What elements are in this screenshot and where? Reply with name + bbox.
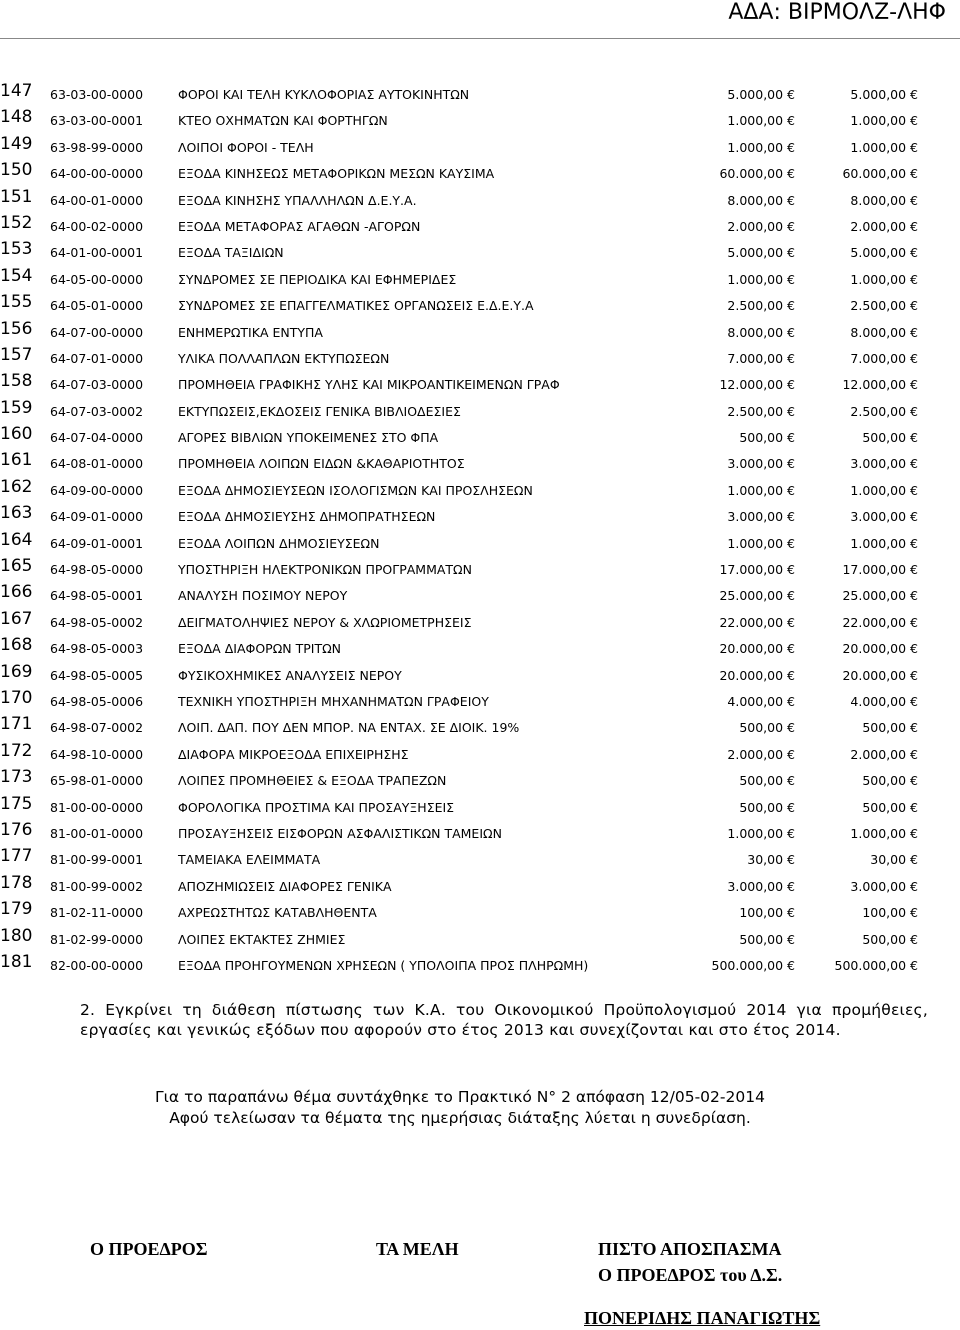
budget-amount: 100,00 € xyxy=(739,905,795,921)
account-description: ΕΞΟΔΑ ΚΙΝΗΣΗΣ ΥΠΑΛΛΗΛΩΝ Δ.Ε.Υ.Α. xyxy=(178,192,417,208)
row-number: 151 xyxy=(0,186,33,207)
table-row xyxy=(0,266,960,292)
approved-amount: 4.000,00 € xyxy=(850,693,918,709)
row-number: 159 xyxy=(0,397,33,418)
budget-amount: 4.000,00 € xyxy=(727,693,795,709)
account-description: ΥΠΟΣΤΗΡΙΞΗ ΗΛΕΚΤΡΟΝΙΚΩΝ ΠΡΟΓΡΑΜΜΑΤΩΝ xyxy=(178,562,472,578)
account-description: ΤΑΜΕΙΑΚΑ ΕΛΕΙΜΜΑΤΑ xyxy=(178,852,321,868)
approved-amount: 500,00 € xyxy=(862,799,918,815)
account-code: 64-98-05-0000 xyxy=(50,562,144,578)
budget-amount: 500,00 € xyxy=(739,430,795,446)
approved-amount: 100,00 € xyxy=(862,905,918,921)
budget-amount: 1.000,00 € xyxy=(727,535,795,551)
table-row xyxy=(0,107,960,133)
table-row xyxy=(0,319,960,345)
approved-amount: 17.000,00 € xyxy=(842,562,918,578)
approved-amount: 8.000,00 € xyxy=(850,324,918,340)
account-code: 63-98-99-0000 xyxy=(50,139,144,155)
budget-amount: 500,00 € xyxy=(739,799,795,815)
budget-amount: 2.500,00 € xyxy=(727,403,795,419)
approved-amount: 2.000,00 € xyxy=(850,218,918,234)
approved-amount: 1.000,00 € xyxy=(850,139,918,155)
budget-amount: 3.000,00 € xyxy=(727,878,795,894)
approved-amount: 2.500,00 € xyxy=(850,403,918,419)
account-description: ΕΞΟΔΑ ΔΗΜΟΣΙΕΥΣΗΣ ΔΗΜΟΠΡΑΤΗΣΕΩΝ xyxy=(178,509,436,525)
account-code: 64-09-01-0000 xyxy=(50,509,144,525)
budget-amount: 5.000,00 € xyxy=(727,245,795,261)
table-row xyxy=(0,873,960,899)
account-description: ΑΓΟΡΕΣ ΒΙΒΛΙΩΝ ΥΠΟΚΕΙΜΕΝΕΣ ΣΤΟ ΦΠΑ xyxy=(178,430,439,446)
table-row xyxy=(0,741,960,767)
budget-amount: 30,00 € xyxy=(747,852,795,868)
account-description: ΚΤΕΟ ΟΧΗΜΑΤΩΝ ΚΑΙ ΦΟΡΤΗΓΩΝ xyxy=(178,113,388,129)
budget-amount: 17.000,00 € xyxy=(719,562,795,578)
account-code: 64-05-00-0000 xyxy=(50,271,144,287)
decision-paragraph: 2. Εγκρίνει τη διάθεση πίστωσης των Κ.Α. του Οικονομικού Προϋπολογισμού 2014 για προμήθειες, εργασίες και γενικώς εξόδων που αφορούν στο έτος 2013 και συνεχίζονται και στο έτος 2014. xyxy=(80,1001,928,1039)
ada-code: ΑΔΑ: ΒΙΡΜΟΛΖ-ΛΗΦ xyxy=(728,0,946,25)
account-code: 64-07-03-0002 xyxy=(50,403,144,419)
row-number: 157 xyxy=(0,344,33,365)
table-row xyxy=(0,81,960,107)
table-row xyxy=(0,556,960,582)
table-row xyxy=(0,688,960,714)
approved-amount: 60.000,00 € xyxy=(842,166,918,182)
account-code: 64-00-02-0000 xyxy=(50,218,144,234)
account-code: 64-98-05-0001 xyxy=(50,588,144,604)
account-description: ΑΠΟΖΗΜΙΩΣΕΙΣ ΔΙΑΦΟΡΕΣ ΓΕΝΙΚΑ xyxy=(178,878,392,894)
budget-amount: 20.000,00 € xyxy=(719,667,795,683)
row-number: 163 xyxy=(0,503,33,524)
account-code: 63-03-00-0000 xyxy=(50,87,144,102)
approved-amount: 3.000,00 € xyxy=(850,456,918,472)
row-number: 181 xyxy=(0,951,33,972)
row-number: 155 xyxy=(0,292,33,313)
account-description: ΕΞΟΔΑ ΚΙΝΗΣΕΩΣ ΜΕΤΑΦΟΡΙΚΩΝ ΜΕΣΩΝ ΚΑΥΣΙΜΑ xyxy=(178,166,495,182)
approved-amount: 1.000,00 € xyxy=(850,482,918,498)
header-divider xyxy=(0,38,960,39)
account-description: ΛΟΙΠΕΣ ΠΡΟΜΗΘΕΙΕΣ & ΕΞΟΔΑ ΤΡΑΠΕΖΩΝ xyxy=(178,773,447,789)
table-row xyxy=(0,371,960,397)
row-number: 150 xyxy=(0,160,33,181)
row-number: 170 xyxy=(0,687,33,708)
row-number: 154 xyxy=(0,265,33,286)
board-president-title: Ο ΠΡΟΕΔΡΟΣ του Δ.Σ. xyxy=(598,1265,783,1285)
account-description: ΦΟΡΟΙ ΚΑΙ ΤΕΛΗ ΚΥΚΛΟΦΟΡΙΑΣ ΑΥΤΟΚΙΝΗΤΩΝ xyxy=(178,87,470,102)
account-code: 81-02-11-0000 xyxy=(50,905,144,921)
account-code: 64-98-10-0000 xyxy=(50,746,144,762)
true-copy-title: ΠΙΣΤΟ ΑΠΟΣΠΑΣΜΑ xyxy=(598,1239,782,1259)
row-number: 175 xyxy=(0,793,33,814)
account-description: ΔΙΑΦΟΡΑ ΜΙΚΡΟΕΞΟΔΑ ΕΠΙΧΕΙΡΗΣΗΣ xyxy=(178,746,409,762)
budget-amount: 3.000,00 € xyxy=(727,509,795,525)
table-row xyxy=(0,899,960,925)
account-code: 63-03-00-0001 xyxy=(50,113,144,129)
budget-amount: 8.000,00 € xyxy=(727,324,795,340)
row-number: 148 xyxy=(0,107,33,128)
account-description: ΠΡΟΣΑΥΞΗΣΕΙΣ ΕΙΣΦΟΡΩΝ ΑΣΦΑΛΙΣΤΙΚΩΝ ΤΑΜΕΙΩΝ xyxy=(178,825,502,841)
account-description: ΕΞΟΔΑ ΠΡΟΗΓΟΥΜΕΝΩΝ ΧΡΗΣΕΩΝ ( ΥΠΟΛΟΙΠΑ ΠΡΟΣ ΠΛΗΡΩΜΗ) xyxy=(178,957,589,973)
account-description: ΦΟΡΟΛΟΓΙΚΑ ΠΡΟΣΤΙΜΑ ΚΑΙ ΠΡΟΣΑΥΞΗΣΕΙΣ xyxy=(178,799,455,815)
account-code: 64-07-03-0000 xyxy=(50,377,144,393)
row-number: 160 xyxy=(0,424,33,445)
row-number: 176 xyxy=(0,819,33,840)
account-code: 64-00-00-0000 xyxy=(50,166,144,182)
account-code: 64-07-01-0000 xyxy=(50,350,144,366)
row-number: 147 xyxy=(0,81,33,101)
account-description: ΦΥΣΙΚΟΧΗΜΙΚΕΣ ΑΝΑΛΥΣΕΙΣ ΝΕΡΟΥ xyxy=(178,667,402,683)
account-description: ΤΕΧΝΙΚΗ ΥΠΟΣΤΗΡΙΞΗ ΜΗΧΑΝΗΜΑΤΩΝ ΓΡΑΦΕΙΟΥ xyxy=(178,693,489,709)
account-description: ΕΞΟΔΑ ΜΕΤΑΦΟΡΑΣ ΑΓΑΘΩΝ -ΑΓΟΡΩΝ xyxy=(178,218,421,234)
approved-amount: 8.000,00 € xyxy=(850,192,918,208)
table-row xyxy=(0,239,960,265)
approved-amount: 12.000,00 € xyxy=(842,377,918,393)
row-number: 177 xyxy=(0,846,33,867)
budget-amount: 3.000,00 € xyxy=(727,456,795,472)
account-description: ΛΟΙΠΟΙ ΦΟΡΟΙ - ΤΕΛΗ xyxy=(178,139,314,155)
account-code: 64-98-05-0003 xyxy=(50,641,144,657)
account-code: 64-09-00-0000 xyxy=(50,482,144,498)
table-row xyxy=(0,450,960,476)
table-row xyxy=(0,952,960,978)
budget-amount: 500,00 € xyxy=(739,720,795,736)
table-row xyxy=(0,767,960,793)
table-row xyxy=(0,530,960,556)
budget-amount: 8.000,00 € xyxy=(727,192,795,208)
table-row xyxy=(0,345,960,371)
approved-amount: 7.000,00 € xyxy=(850,350,918,366)
account-code: 64-98-07-0002 xyxy=(50,720,144,736)
budget-amount: 2.500,00 € xyxy=(727,298,795,314)
approved-amount: 2.500,00 € xyxy=(850,298,918,314)
row-number: 179 xyxy=(0,899,33,920)
account-description: ΣΥΝΔΡΟΜΕΣ ΣΕ ΕΠΑΓΓΕΛΜΑΤΙΚΕΣ ΟΡΓΑΝΩΣΕΙΣ Ε.Δ.Ε.Υ.Α xyxy=(178,298,534,314)
session-closed-note: Αφού τελείωσαν τα θέματα της ημερήσιας διάταξης λύεται η συνεδρίαση. xyxy=(169,1109,751,1127)
approved-amount: 500.000,00 € xyxy=(834,957,918,973)
budget-amount: 500,00 € xyxy=(739,931,795,947)
table-row xyxy=(0,794,960,820)
budget-amount: 500.000,00 € xyxy=(711,957,795,973)
approved-amount: 500,00 € xyxy=(862,773,918,789)
table-row xyxy=(0,134,960,160)
budget-amount: 20.000,00 € xyxy=(719,641,795,657)
account-description: ΠΡΟΜΗΘΕΙΑ ΓΡΑΦΙΚΗΣ ΥΛΗΣ ΚΑΙ ΜΙΚΡΟΑΝΤΙΚΕΙΜΕΝΩΝ ΓΡΑΦ xyxy=(178,377,560,393)
approved-amount: 500,00 € xyxy=(862,931,918,947)
signatory-name: ΠΟΝΕΡΙΔΗΣ ΠΑΝΑΓΙΩΤΗΣ xyxy=(584,1308,821,1328)
approved-amount: 5.000,00 € xyxy=(850,245,918,261)
budget-amount: 500,00 € xyxy=(739,773,795,789)
president-signature: Ο ΠΡΟΕΔΡΟΣ xyxy=(90,1239,208,1259)
table-row xyxy=(0,662,960,688)
account-code: 65-98-01-0000 xyxy=(50,773,144,789)
row-number: 167 xyxy=(0,608,33,629)
row-number: 156 xyxy=(0,318,33,339)
row-number: 162 xyxy=(0,476,33,497)
row-number: 152 xyxy=(0,212,33,233)
budget-amount: 2.000,00 € xyxy=(727,746,795,762)
table-row xyxy=(0,477,960,503)
table-row xyxy=(0,398,960,424)
table-row xyxy=(0,820,960,846)
table-row xyxy=(0,213,960,239)
approved-amount: 20.000,00 € xyxy=(842,641,918,657)
budget-amount: 1.000,00 € xyxy=(727,139,795,155)
approved-amount: 1.000,00 € xyxy=(850,271,918,287)
account-code: 81-00-01-0000 xyxy=(50,825,144,841)
row-number: 153 xyxy=(0,239,33,260)
table-row xyxy=(0,926,960,952)
account-code: 64-98-05-0005 xyxy=(50,667,144,683)
account-description: ΕΞΟΔΑ ΤΑΞΙΔΙΩΝ xyxy=(178,245,284,261)
account-code: 81-00-00-0000 xyxy=(50,799,144,815)
budget-amount: 2.000,00 € xyxy=(727,218,795,234)
approved-amount: 5.000,00 € xyxy=(850,87,918,102)
budget-amount: 22.000,00 € xyxy=(719,614,795,630)
table-row xyxy=(0,635,960,661)
approved-amount: 3.000,00 € xyxy=(850,878,918,894)
table-row xyxy=(0,582,960,608)
budget-amount: 1.000,00 € xyxy=(727,482,795,498)
row-number: 173 xyxy=(0,767,33,788)
account-description: ΔΕΙΓΜΑΤΟΛΗΨΙΕΣ ΝΕΡΟΥ & ΧΛΩΡΙΟΜΕΤΡΗΣΕΙΣ xyxy=(178,614,472,630)
approved-amount: 2.000,00 € xyxy=(850,746,918,762)
account-code: 64-05-01-0000 xyxy=(50,298,144,314)
row-number: 165 xyxy=(0,556,33,577)
row-number: 149 xyxy=(0,133,33,154)
row-number: 166 xyxy=(0,582,33,603)
table-row xyxy=(0,503,960,529)
budget-table xyxy=(0,81,960,978)
approved-amount: 1.000,00 € xyxy=(850,113,918,129)
account-code: 64-98-05-0002 xyxy=(50,614,144,630)
table-row xyxy=(0,846,960,872)
account-description: ΕΝΗΜΕΡΩΤΙΚΑ ΕΝΤΥΠΑ xyxy=(178,324,323,340)
budget-amount: 5.000,00 € xyxy=(727,87,795,102)
account-code: 81-02-99-0000 xyxy=(50,931,144,947)
table-row xyxy=(0,714,960,740)
approved-amount: 20.000,00 € xyxy=(842,667,918,683)
account-description: ΕΞΟΔΑ ΔΙΑΦΟΡΩΝ ΤΡΙΤΩΝ xyxy=(178,641,341,657)
account-code: 81-00-99-0002 xyxy=(50,878,144,894)
approved-amount: 30,00 € xyxy=(870,852,918,868)
account-description: ΛΟΙΠ. ΔΑΠ. ΠΟΥ ΔΕΝ ΜΠΟΡ. ΝΑ ΕΝΤΑΧ. ΣΕ ΔΙΟΙΚ. 19% xyxy=(178,720,520,736)
approved-amount: 22.000,00 € xyxy=(842,614,918,630)
budget-amount: 25.000,00 € xyxy=(719,588,795,604)
account-description: ΑΧΡΕΩΣΤΗΤΩΣ ΚΑΤΑΒΛΗΘΕΝΤΑ xyxy=(178,905,377,921)
row-number: 180 xyxy=(0,925,33,946)
account-code: 64-98-05-0006 xyxy=(50,693,144,709)
account-code: 81-00-99-0001 xyxy=(50,852,144,868)
row-number: 161 xyxy=(0,450,33,471)
account-description: ΕΚΤΥΠΩΣΕΙΣ,ΕΚΔΟΣΕΙΣ ΓΕΝΙΚΑ ΒΙΒΛΙΟΔΕΣΙΕΣ xyxy=(178,403,461,419)
account-code: 64-01-00-0001 xyxy=(50,245,144,261)
budget-amount: 1.000,00 € xyxy=(727,825,795,841)
row-number: 171 xyxy=(0,714,33,735)
table-row xyxy=(0,160,960,186)
account-description: ΥΛΙΚΑ ΠΟΛΛΑΠΛΩΝ ΕΚΤΥΠΩΣΕΩΝ xyxy=(178,350,390,366)
row-number: 164 xyxy=(0,529,33,550)
members-signature: ΤΑ ΜΕΛΗ xyxy=(376,1239,459,1259)
account-description: ΠΡΟΜΗΘΕΙΑ ΛΟΙΠΩΝ ΕΙΔΩΝ &ΚΑΘΑΡΙΟΤΗΤΟΣ xyxy=(178,456,465,472)
account-code: 64-00-01-0000 xyxy=(50,192,144,208)
budget-amount: 1.000,00 € xyxy=(727,113,795,129)
budget-amount: 7.000,00 € xyxy=(727,350,795,366)
account-description: ΕΞΟΔΑ ΛΟΙΠΩΝ ΔΗΜΟΣΙΕΥΣΕΩΝ xyxy=(178,535,380,551)
account-code: 64-09-01-0001 xyxy=(50,535,144,551)
approved-amount: 500,00 € xyxy=(862,720,918,736)
approved-amount: 1.000,00 € xyxy=(850,535,918,551)
account-code: 82-00-00-0000 xyxy=(50,957,144,973)
account-description: ΑΝΑΛΥΣΗ ΠΟΣΙΜΟΥ ΝΕΡΟΥ xyxy=(178,588,348,604)
account-code: 64-08-01-0000 xyxy=(50,456,144,472)
table-row xyxy=(0,187,960,213)
account-description: ΣΥΝΔΡΟΜΕΣ ΣΕ ΠΕΡΙΟΔΙΚΑ ΚΑΙ ΕΦΗΜΕΡΙΔΕΣ xyxy=(178,271,457,287)
table-row xyxy=(0,609,960,635)
budget-amount: 1.000,00 € xyxy=(727,271,795,287)
table-row xyxy=(0,424,960,450)
account-code: 64-07-00-0000 xyxy=(50,324,144,340)
approved-amount: 3.000,00 € xyxy=(850,509,918,525)
account-code: 64-07-04-0000 xyxy=(50,430,144,446)
account-description: ΛΟΙΠΕΣ ΕΚΤΑΚΤΕΣ ΖΗΜΙΕΣ xyxy=(178,931,346,947)
row-number: 178 xyxy=(0,872,33,893)
budget-amount: 60.000,00 € xyxy=(719,166,795,182)
minutes-note: Για το παραπάνω θέμα συντάχθηκε το Πρακτικό Ν° 2 απόφαση 12/05-02-2014 xyxy=(155,1088,765,1106)
table-row xyxy=(0,292,960,318)
row-number: 172 xyxy=(0,740,33,761)
row-number: 158 xyxy=(0,371,33,392)
approved-amount: 500,00 € xyxy=(862,430,918,446)
budget-amount: 12.000,00 € xyxy=(719,377,795,393)
approved-amount: 25.000,00 € xyxy=(842,588,918,604)
approved-amount: 1.000,00 € xyxy=(850,825,918,841)
row-number: 169 xyxy=(0,661,33,682)
account-description: ΕΞΟΔΑ ΔΗΜΟΣΙΕΥΣΕΩΝ ΙΣΟΛΟΓΙΣΜΩΝ ΚΑΙ ΠΡΟΣΛΗΣΕΩΝ xyxy=(178,482,533,498)
row-number: 168 xyxy=(0,635,33,656)
